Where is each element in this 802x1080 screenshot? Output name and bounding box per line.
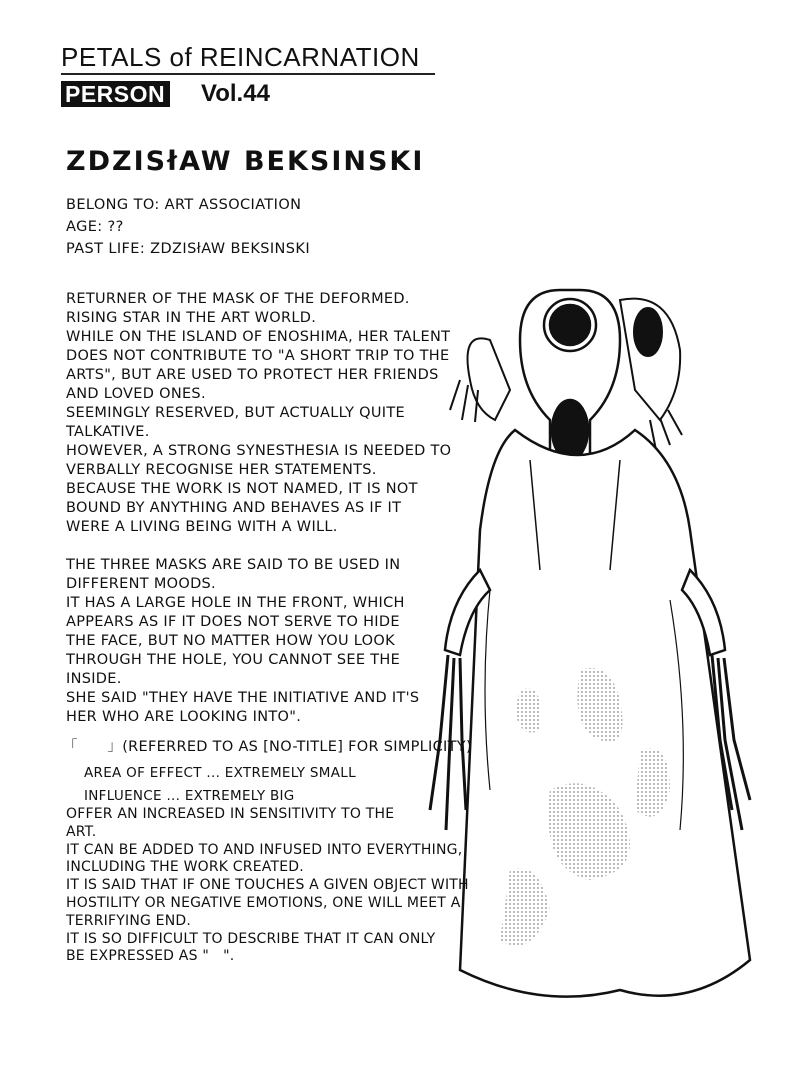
text-line: BECAUSE THE WORK IS NOT NAMED, IT IS NOT	[66, 481, 418, 497]
info-age: AGE: ??	[66, 219, 124, 235]
description-paragraph-2	[66, 556, 419, 727]
text-line: TERRIFYING END.	[66, 912, 192, 929]
text-line: HER WHO ARE LOOKING INTO".	[66, 709, 302, 725]
volume-number: Vol.44	[201, 80, 270, 107]
text-line: INCLUDING THE WORK CREATED.	[66, 859, 304, 876]
text-line: SEEMINGLY RESERVED, BUT ACTUALLY QUITE	[66, 405, 405, 421]
text-line: DIFFERENT MOODS.	[66, 576, 216, 592]
info-past-life: PAST LIFE: ZDZISłAW BEKSINSKI	[66, 241, 310, 257]
text-line: DOES NOT CONTRIBUTE TO "A SHORT TRIP TO THE	[66, 348, 450, 364]
text-line: SHE SAID "THEY HAVE THE INITIATIVE AND IT'S	[66, 690, 420, 706]
person-tag-badge: PERSON	[61, 81, 170, 107]
text-line: OFFER AN INCREASED IN SENSITIVITY TO THE	[66, 806, 395, 822]
text-line: HOSTILITY OR NEGATIVE EMOTIONS, ONE WILL MEET A	[66, 894, 461, 911]
text-line: HOWEVER, A STRONG SYNESTHESIA IS NEEDED TO	[66, 443, 452, 459]
text-line: ART.	[66, 823, 97, 840]
text-line: WHILE ON THE ISLAND OF ENOSHIMA, HER TALENT	[66, 329, 451, 345]
text-line: WERE A LIVING BEING WITH A WILL.	[66, 519, 338, 535]
text-line: THROUGH THE HOLE, YOU CANNOT SEE THE	[66, 652, 401, 668]
text-line: AND LOVED ONES.	[66, 386, 206, 402]
text-line: VERBALLY RECOGNISE HER STATEMENTS.	[66, 462, 377, 478]
text-line: APPEARS AS IF IT DOES NOT SERVE TO HIDE	[66, 614, 400, 630]
text-line: RETURNER OF THE MASK OF THE DEFORMED.	[66, 291, 410, 307]
text-line: TALKATIVE.	[66, 424, 150, 440]
text-line: IT IS SO DIFFICULT TO DESCRIBE THAT IT CAN ONLY	[66, 930, 436, 947]
info-affiliation: BELONG TO: ART ASSOCIATION	[66, 197, 302, 213]
character-name: ZDZISłAW BEKSINSKI	[66, 146, 425, 177]
text-line: THE THREE MASKS ARE SAID TO BE USED IN	[66, 557, 401, 573]
text-line: IT CAN BE ADDED TO AND INFUSED INTO EVERYTHING,	[66, 841, 463, 858]
text-line: IT IS SAID THAT IF ONE TOUCHES A GIVEN OBJECT WITH	[66, 877, 469, 894]
text-line: INSIDE.	[66, 671, 122, 687]
text-line: RISING STAR IN THE ART WORLD.	[66, 310, 317, 326]
ability-stats	[84, 762, 356, 808]
text-line: BOUND BY ANYTHING AND BEHAVES AS IF IT	[66, 500, 402, 516]
ability-area-of-effect: AREA OF EFFECT ... EXTREMELY SMALL	[84, 765, 356, 781]
text-line: IT HAS A LARGE HOLE IN THE FRONT, WHICH	[66, 595, 405, 611]
ability-name: 「 」(REFERRED TO AS [NO-TITLE] FOR SIMPLICITY)	[63, 739, 472, 755]
ability-description	[66, 806, 469, 966]
description-paragraph-1	[66, 290, 451, 537]
character-info	[66, 194, 310, 260]
text-line: THE FACE, BUT NO MATTER HOW YOU LOOK	[66, 633, 395, 649]
series-title: PETALS of REINCARNATION	[61, 42, 420, 72]
ability-influence: INFLUENCE ... EXTREMELY BIG	[84, 788, 295, 804]
text-line: ARTS", BUT ARE USED TO PROTECT HER FRIENDS	[66, 367, 439, 383]
text-line: BE EXPRESSED AS " ".	[66, 948, 235, 965]
